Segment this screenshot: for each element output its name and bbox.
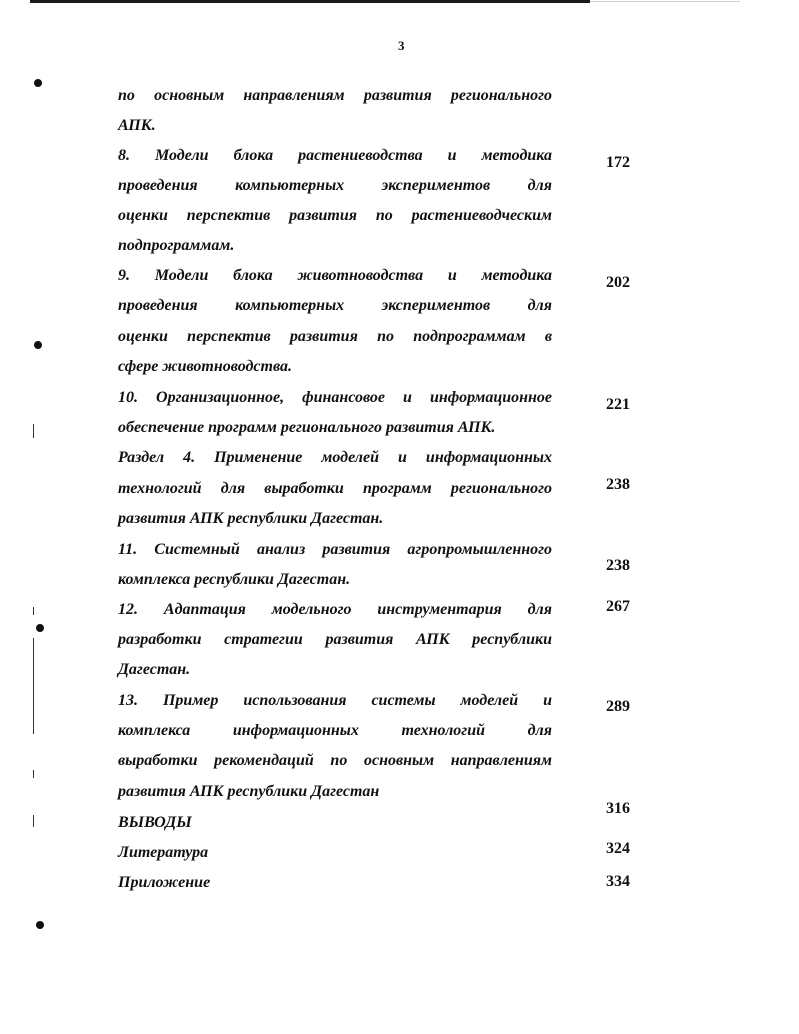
toc-page-ref: 334 <box>606 873 630 890</box>
toc-line: оценки перспектив развития по подпрограммам в <box>118 328 552 345</box>
margin-dot <box>34 79 42 87</box>
toc-page-ref: 316 <box>606 800 630 817</box>
toc-line: Приложение <box>118 874 211 891</box>
toc-page-ref: 238 <box>606 476 630 493</box>
toc-page-ref: 289 <box>606 698 630 715</box>
toc-line: 9. Модели блока животноводства и методика <box>118 267 552 284</box>
toc-line: проведения компьютерных экспериментов для <box>118 297 552 314</box>
toc-line: 11. Системный анализ развития агропромышленного <box>118 541 552 558</box>
margin-tick <box>33 770 34 778</box>
toc-line: 12. Адаптация модельного инструментария для <box>118 601 552 618</box>
margin-tick <box>33 638 34 734</box>
margin-tick <box>33 815 34 827</box>
toc-line: выработки рекомендаций по основным направлениям <box>118 752 552 769</box>
toc-line: сфере животноводства. <box>118 358 293 375</box>
margin-tick <box>33 424 34 438</box>
toc-line: 8. Модели блока растениеводства и методика <box>118 147 552 164</box>
toc-line: комплекса информационных технологий для <box>118 722 552 739</box>
toc-line: по основным направлениям развития регионального <box>118 87 552 104</box>
toc-line: 10. Организационное, финансовое и информационное <box>118 389 552 406</box>
toc-line: Раздел 4. Применение моделей и информационных <box>118 449 552 466</box>
toc-line: обеспечение программ регионального развития АПК. <box>118 419 496 436</box>
margin-dot <box>36 921 44 929</box>
toc-page-ref: 324 <box>606 840 630 857</box>
top-rule-faint <box>590 1 740 2</box>
margin-dot <box>34 341 42 349</box>
toc-line: Дагестан. <box>118 661 191 678</box>
page-number: 3 <box>398 38 405 53</box>
toc-line: Литература <box>118 844 209 861</box>
toc-line: оценки перспектив развития по растениеводческим <box>118 207 552 224</box>
toc-line: комплекса республики Дагестан. <box>118 571 351 588</box>
toc-line: подпрограммам. <box>118 237 235 254</box>
toc-page-ref: 267 <box>606 598 630 615</box>
margin-tick <box>33 607 34 615</box>
toc-line: разработки стратегии развития АПК республики <box>118 631 552 648</box>
toc-line: АПК. <box>118 117 156 134</box>
toc-page-ref: 172 <box>606 154 630 171</box>
toc-line: развития АПК республики Дагестан <box>118 783 380 800</box>
margin-dot <box>36 624 44 632</box>
top-rule <box>30 0 590 3</box>
toc-line: проведения компьютерных экспериментов для <box>118 177 552 194</box>
toc-line: 13. Пример использования системы моделей и <box>118 692 552 709</box>
toc-page-ref: 221 <box>606 396 630 413</box>
toc-page-ref: 202 <box>606 274 630 291</box>
toc-line: развития АПК республики Дагестан. <box>118 510 384 527</box>
toc-line: технологий для выработки программ регионального <box>118 480 552 497</box>
toc-page-ref: 238 <box>606 557 630 574</box>
toc-line: ВЫВОДЫ <box>118 814 192 831</box>
